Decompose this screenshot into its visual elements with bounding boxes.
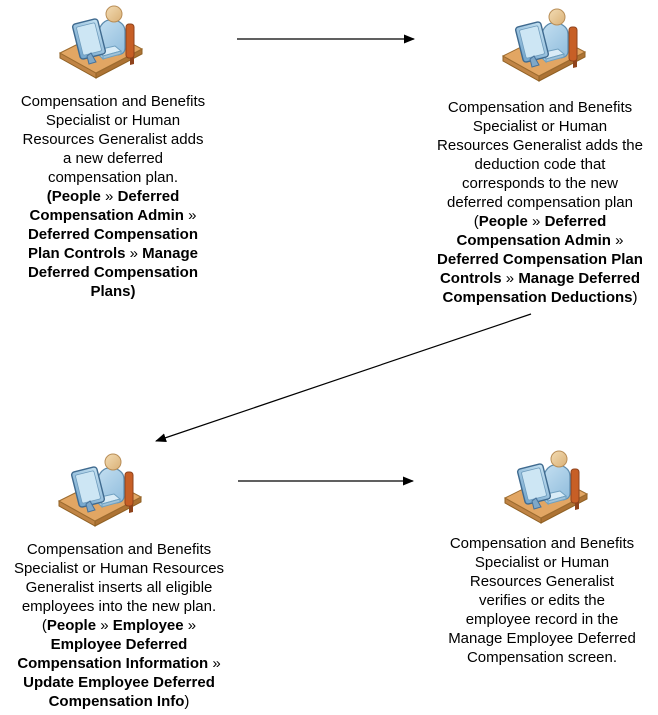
step1-description: Compensation and Benefits Specialist or Human Resources Generalist adds a new deferred compensation plan. (People » Deferred Compensation Admin » Deferred Compensation Plan Controls » Manage Deferred Compensation Plans) <box>20 93 206 300</box>
arrow-step2-to-step3 <box>156 314 531 441</box>
step2-description: Compensation and Benefits Specialist or Human Resources Generalist adds the deduction code that corresponds to the new deferred compensation plan (People » Deferred Compensation Admin » Deferred Compensation Plan Controls » Manage Deferred Compensation Deductions) <box>437 99 643 306</box>
flow-node-step4 <box>426 446 658 676</box>
step4-description: Compensation and Benefits Specialist or Human Resources Generalist verifies or edits the employee record in the Manage Employee Deferred Compensation screen. <box>448 535 636 666</box>
step3-description: Compensation and Benefits Specialist or Human Resources Generalist inserts all eligible employees into the new plan. (People » Employee » Employee Deferred Compensation Information » Update Employee Deferred Compensation Info) <box>13 541 225 710</box>
flow-node-step2 <box>424 5 656 310</box>
person-at-computer-icon <box>57 4 145 82</box>
flow-node-step1 <box>8 4 218 304</box>
person-at-computer-icon <box>500 7 588 85</box>
flow-node-step3 <box>0 450 238 714</box>
person-at-computer-icon <box>502 449 590 527</box>
person-at-computer-icon <box>56 452 144 530</box>
